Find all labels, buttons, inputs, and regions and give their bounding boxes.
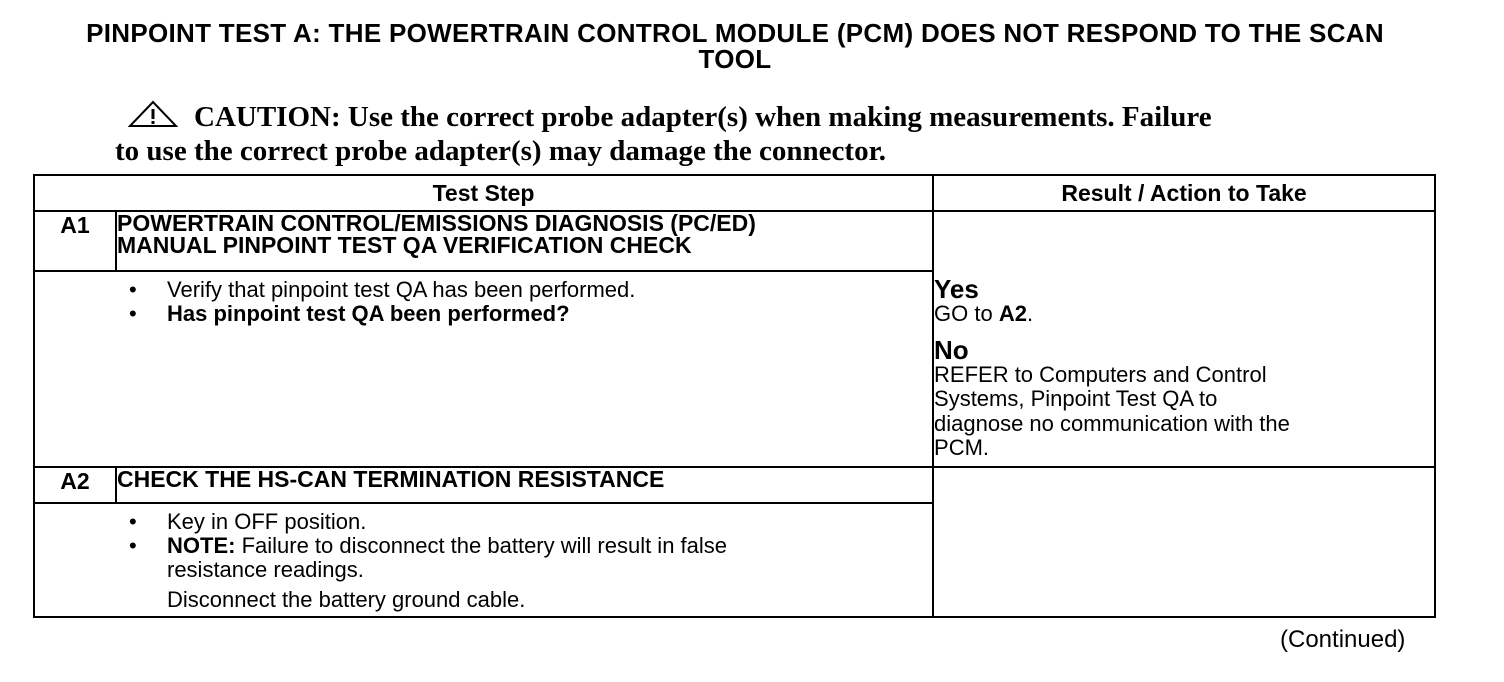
step-a2-note-label: NOTE: xyxy=(167,533,236,558)
result-a1 xyxy=(933,211,1435,467)
caution-text-1: Use the correct probe adapter(s) when making measurements. Failure xyxy=(347,101,1212,133)
list-item: • Has pinpoint test QA been performed? xyxy=(129,301,570,326)
caution-text-2: to use the correct probe adapter(s) may damage the connector. xyxy=(115,135,887,167)
result-yes-label: Yes xyxy=(934,274,979,304)
page-title xyxy=(0,20,1470,72)
step-title-a2: CHECK THE HS-CAN TERMINATION RESISTANCE xyxy=(116,467,933,503)
list-item: • NOTE: Failure to disconnect the battery will result in false resistance readings. xyxy=(129,533,728,582)
step-a2-note-line-1: Failure to disconnect the battery will result in false xyxy=(235,533,728,558)
result-no-line-2: Systems, Pinpoint Test QA to xyxy=(934,386,1218,411)
title-line-1: PINPOINT TEST A: THE POWERTRAIN CONTROL MODULE (PCM) DOES NOT RESPOND TO THE SCAN xyxy=(86,18,1384,48)
result-a2 xyxy=(933,467,1435,617)
step-id-a1: A1 xyxy=(34,211,116,271)
title-line-2: TOOL xyxy=(698,44,772,74)
step-id-a2: A2 xyxy=(34,467,116,503)
header-result-action: Result / Action to Take xyxy=(933,175,1435,211)
result-no-label: No xyxy=(934,334,969,365)
table-header-row xyxy=(34,175,1435,211)
result-no-line-1: REFER to Computers and Control xyxy=(934,361,1267,387)
table-row xyxy=(34,211,1435,271)
result-yes-target: A2 xyxy=(998,301,1027,326)
list-item: • Verify that pinpoint test QA has been performed. xyxy=(129,277,636,302)
result-no-line-4: PCM. xyxy=(934,435,990,460)
result-yes-text xyxy=(934,302,1434,327)
pinpoint-test-table xyxy=(33,174,1436,618)
list-item: • Key in OFF position. xyxy=(129,509,367,534)
step-a2-bullet-1: Key in OFF position. xyxy=(167,509,367,534)
step-a1-bullet-1: Verify that pinpoint test QA has been performed. xyxy=(167,277,636,302)
result-no-line-3: diagnose no communication with the xyxy=(934,410,1290,436)
table-row xyxy=(34,467,1435,503)
step-title-a1 xyxy=(116,211,933,271)
step-a2-note-line-2: resistance readings. xyxy=(167,557,364,582)
caution-notice xyxy=(115,100,1365,167)
continued-label: (Continued) xyxy=(1280,626,1406,653)
result-yes-end: . xyxy=(1026,301,1034,326)
header-test-step: Test Step xyxy=(34,175,933,211)
warning-triangle-icon xyxy=(128,100,178,135)
step-title-a1-line-1: POWERTRAIN CONTROL/EMISSIONS DIAGNOSIS (PC/ED) xyxy=(117,210,756,236)
step-body-a1 xyxy=(34,271,933,467)
step-body-a2 xyxy=(34,503,933,617)
step-a1-bullet-2: Has pinpoint test QA been performed? xyxy=(167,301,570,326)
caution-label: CAUTION: xyxy=(194,101,341,133)
step-a2-subtext: Disconnect the battery ground cable. xyxy=(167,587,526,612)
step-title-a1-line-2: MANUAL PINPOINT TEST QA VERIFICATION CHECK xyxy=(117,232,692,258)
result-yes-go-to: GO to xyxy=(934,301,999,326)
